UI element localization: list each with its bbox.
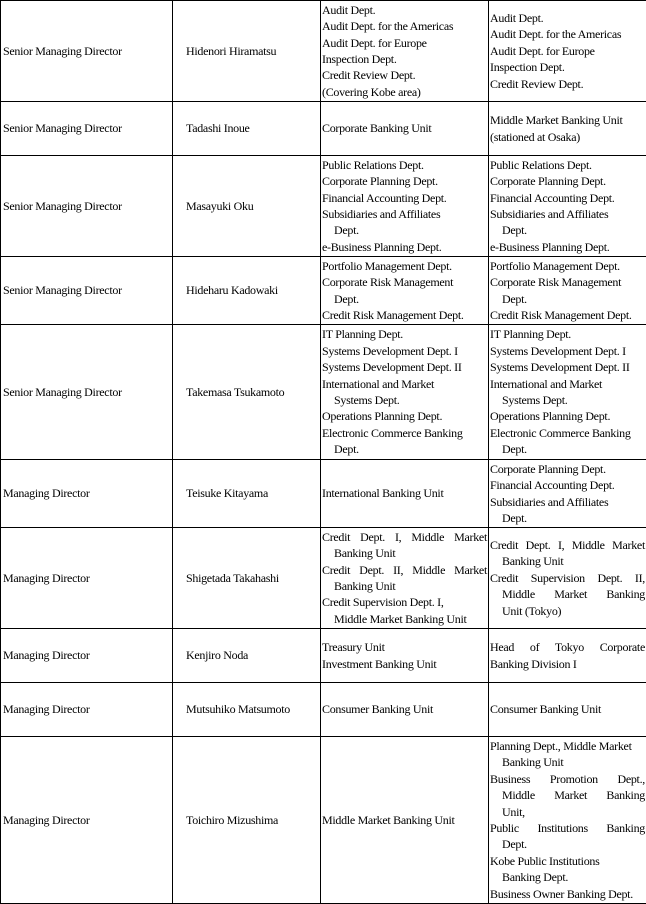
director-title: Managing Director (1, 528, 173, 629)
table-row (1, 257, 646, 325)
responsibility-line: Systems Development Dept. II (490, 359, 645, 375)
table-row (1, 460, 646, 528)
responsibility-line: Middle Market Banking Unit (322, 611, 487, 627)
responsibility-line: Dept. (490, 836, 645, 852)
responsibility-line: Subsidiaries and Affiliates (490, 494, 645, 510)
responsibility-line: Credit Dept. II, Middle Market (322, 562, 487, 578)
director-name: Takemasa Tsukamoto (173, 325, 321, 460)
responsibility-line: Systems Development Dept. I (490, 343, 645, 359)
responsibility-line: Portfolio Management Dept. (322, 258, 487, 274)
responsibility-line: Systems Development Dept. I (322, 343, 487, 359)
responsibility-cell (489, 528, 646, 629)
responsibility-line: Banking Unit (490, 553, 645, 569)
responsibility-cell (489, 460, 646, 528)
responsibility-line: Dept. (490, 291, 645, 307)
director-title: Senior Managing Director (1, 156, 173, 257)
responsibility-line: e-Business Planning Dept. (322, 239, 487, 255)
table-row (1, 325, 646, 460)
director-title: Senior Managing Director (1, 325, 173, 460)
responsibility-line: Subsidiaries and Affiliates (322, 206, 487, 222)
director-name: Toichiro Mizushima (173, 737, 321, 904)
responsibility-cell (321, 460, 489, 528)
director-name: Hidenori Hiramatsu (173, 1, 321, 102)
responsibility-line: Kobe Public Institutions (490, 853, 645, 869)
responsibility-line: Financial Accounting Dept. (490, 190, 645, 206)
director-name: Tadashi Inoue (173, 102, 321, 156)
director-name: Mutsuhiko Matsumoto (173, 683, 321, 737)
responsibility-line: Public Relations Dept. (322, 157, 487, 173)
responsibility-line: International and Market (490, 376, 645, 392)
director-title: Senior Managing Director (1, 257, 173, 325)
responsibility-line: (stationed at Osaka) (490, 129, 645, 145)
responsibility-line: Credit Dept. I, Middle Market (322, 529, 487, 545)
responsibility-line: Public Institutions Banking (490, 820, 645, 836)
responsibility-line: Audit Dept. (322, 2, 487, 18)
responsibility-line: Audit Dept. for the Americas (322, 18, 487, 34)
responsibility-line: Dept. (322, 291, 487, 307)
responsibility-line: Electronic Commerce Banking (490, 425, 645, 441)
responsibility-line: Systems Dept. (322, 392, 487, 408)
responsibility-line: Audit Dept. for Europe (322, 35, 487, 51)
responsibility-line: Credit Risk Management Dept. (322, 307, 487, 323)
responsibility-cell (321, 737, 489, 904)
responsibility-line: Audit Dept. for Europe (490, 43, 645, 59)
responsibility-line: Dept. (322, 441, 487, 457)
responsibility-line: Corporate Planning Dept. (490, 173, 645, 189)
responsibility-line: Banking Unit (322, 578, 487, 594)
table-row (1, 683, 646, 737)
responsibility-line: Credit Supervision Dept. I, (322, 594, 487, 610)
responsibility-line: Public Relations Dept. (490, 157, 645, 173)
table-row (1, 528, 646, 629)
responsibility-line: Dept. (490, 441, 645, 457)
responsibility-line: International Banking Unit (322, 485, 487, 501)
responsibility-line: Credit Review Dept. (490, 76, 645, 92)
responsibility-cell (489, 629, 646, 683)
responsibility-line: Subsidiaries and Affiliates (490, 206, 645, 222)
responsibility-line: IT Planning Dept. (490, 326, 645, 342)
responsibility-line: Operations Planning Dept. (322, 408, 487, 424)
responsibility-line: Systems Development Dept. II (322, 359, 487, 375)
responsibility-line: Middle Market Banking (490, 586, 645, 602)
responsibility-cell (321, 1, 489, 102)
responsibility-line: Business Owner Banking Dept. (490, 886, 645, 902)
responsibility-cell (489, 1, 646, 102)
responsibility-line: Investment Banking Unit (322, 656, 487, 672)
responsibility-cell (489, 156, 646, 257)
responsibility-line: Audit Dept. for the Americas (490, 26, 645, 42)
responsibility-cell (489, 325, 646, 460)
responsibility-line: (Covering Kobe area) (322, 84, 487, 100)
responsibility-line: Middle Market Banking Unit (322, 812, 487, 828)
responsibility-line: e-Business Planning Dept. (490, 239, 645, 255)
responsibility-cell (489, 683, 646, 737)
responsibility-line: Business Promotion Dept., (490, 771, 645, 787)
responsibility-cell (489, 257, 646, 325)
responsibility-line: Planning Dept., Middle Market (490, 738, 645, 754)
director-title: Managing Director (1, 460, 173, 528)
director-title: Managing Director (1, 629, 173, 683)
director-name: Hideharu Kadowaki (173, 257, 321, 325)
director-name: Masayuki Oku (173, 156, 321, 257)
responsibility-line: Credit Supervision Dept. II, (490, 570, 645, 586)
director-title: Managing Director (1, 737, 173, 904)
responsibility-line: Dept. (322, 222, 487, 238)
responsibility-line: Inspection Dept. (322, 51, 487, 67)
responsibility-line: International and Market (322, 376, 487, 392)
responsibility-line: Financial Accounting Dept. (322, 190, 487, 206)
responsibility-cell (321, 683, 489, 737)
responsibility-line: Credit Dept. I, Middle Market (490, 537, 645, 553)
table-row (1, 102, 646, 156)
responsibility-line: Banking Dept. (490, 869, 645, 885)
responsibility-cell (489, 102, 646, 156)
responsibility-line: Operations Planning Dept. (490, 408, 645, 424)
responsibility-line: Corporate Risk Management (490, 274, 645, 290)
responsibility-line: Consumer Banking Unit (490, 701, 645, 717)
director-name: Shigetada Takahashi (173, 528, 321, 629)
responsibility-line: Banking Unit (322, 545, 487, 561)
responsibility-line: Portfolio Management Dept. (490, 258, 645, 274)
responsibility-line: Electronic Commerce Banking (322, 425, 487, 441)
responsibility-line: Treasury Unit (322, 639, 487, 655)
responsibility-cell (321, 325, 489, 460)
responsibility-line: Corporate Banking Unit (322, 120, 487, 136)
responsibility-cell (321, 629, 489, 683)
responsibility-line: Audit Dept. (490, 10, 645, 26)
responsibility-cell (321, 156, 489, 257)
director-name: Kenjiro Noda (173, 629, 321, 683)
responsibility-line: IT Planning Dept. (322, 326, 487, 342)
director-name: Teisuke Kitayama (173, 460, 321, 528)
table-row (1, 156, 646, 257)
responsibility-line: Corporate Planning Dept. (322, 173, 487, 189)
responsibility-line: Dept. (490, 510, 645, 526)
responsibility-line: Consumer Banking Unit (322, 701, 487, 717)
responsibility-line: Dept. (490, 222, 645, 238)
responsibility-line: Middle Market Banking (490, 787, 645, 803)
responsibility-line: Unit, (490, 804, 645, 820)
responsibility-line: Inspection Dept. (490, 59, 645, 75)
responsibility-line: Financial Accounting Dept. (490, 477, 645, 493)
table-row (1, 737, 646, 904)
director-title: Senior Managing Director (1, 1, 173, 102)
responsibility-cell (489, 737, 646, 904)
responsibility-cell (321, 528, 489, 629)
responsibility-line: Unit (Tokyo) (490, 603, 645, 619)
responsibility-line: Head of Tokyo Corporate (490, 639, 645, 655)
responsibility-cell (321, 257, 489, 325)
responsibility-line: Corporate Risk Management (322, 274, 487, 290)
responsibility-line: Banking Unit (490, 754, 645, 770)
responsibility-line: Middle Market Banking Unit (490, 112, 645, 128)
director-title: Senior Managing Director (1, 102, 173, 156)
responsibility-line: Systems Dept. (490, 392, 645, 408)
responsibility-line: Credit Review Dept. (322, 67, 487, 83)
responsibility-cell (321, 102, 489, 156)
responsibility-line: Corporate Planning Dept. (490, 461, 645, 477)
director-title: Managing Director (1, 683, 173, 737)
table-row (1, 629, 646, 683)
table-row (1, 1, 646, 102)
responsibility-line: Banking Division I (490, 656, 645, 672)
responsibility-line: Credit Risk Management Dept. (490, 307, 645, 323)
